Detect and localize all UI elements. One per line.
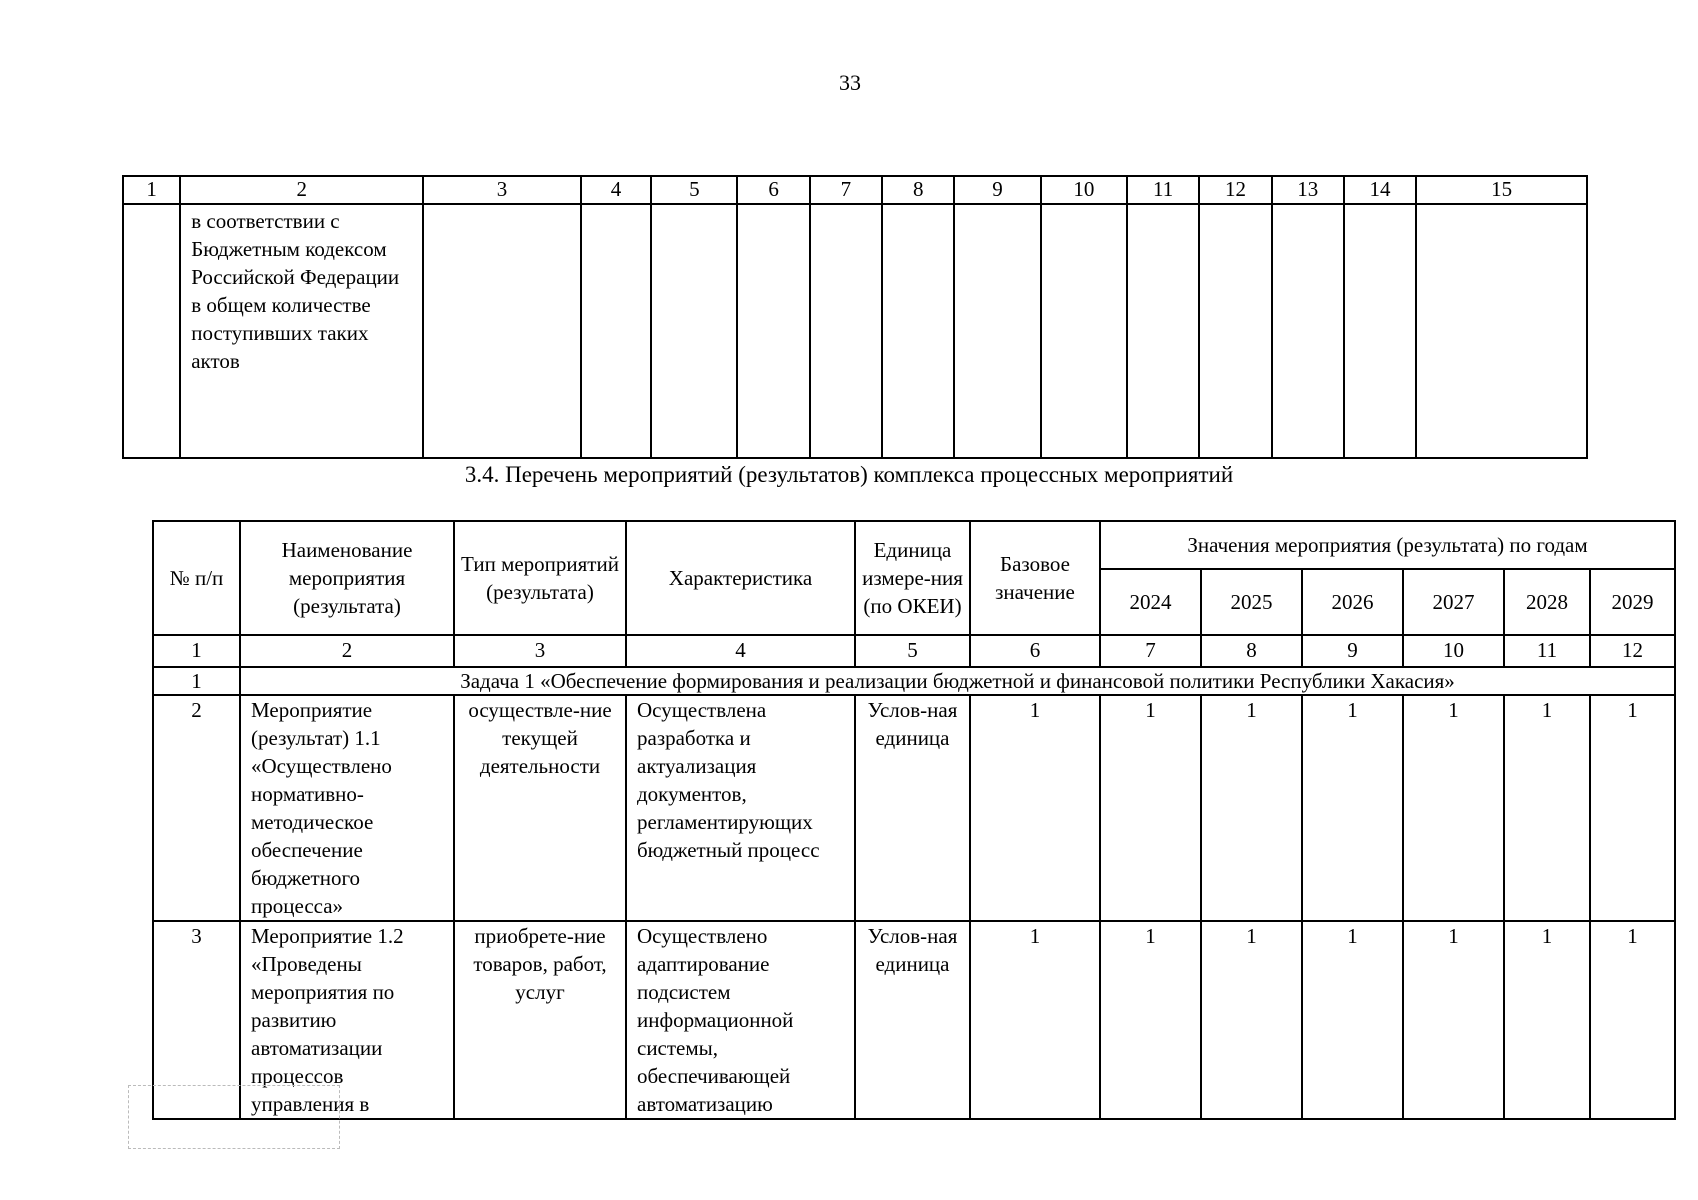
header-year: 2024 — [1100, 569, 1201, 635]
col-number: 12 — [1590, 635, 1675, 667]
measure-name: Мероприятие 1.2 «Проведены мероприятия по развитию автоматизации процессов управления в — [240, 921, 454, 1119]
header-base: Базовое значение — [970, 521, 1100, 635]
header-characteristic: Характеристика — [626, 521, 855, 635]
col-number: 1 — [153, 635, 240, 667]
row-num: 3 — [153, 921, 240, 1119]
col-number: 4 — [626, 635, 855, 667]
col-number: 2 — [240, 635, 454, 667]
header-row — [153, 521, 1675, 569]
row-num: 2 — [153, 695, 240, 921]
col-number: 5 — [651, 176, 737, 204]
measures-table — [152, 520, 1676, 1120]
col-number: 7 — [810, 176, 882, 204]
col-number: 8 — [882, 176, 954, 204]
year-value: 1 — [1590, 695, 1675, 921]
year-value: 1 — [1100, 921, 1201, 1119]
header-year: 2028 — [1504, 569, 1590, 635]
indicator-name-cell: в соответствии с Бюджетным кодексом Российской Федерации в общем количестве поступивших таких актов — [180, 204, 423, 458]
header-num: № п/п — [153, 521, 240, 635]
measure-type: осуществле-ние текущей деятельности — [454, 695, 626, 921]
measure-unit: Услов-ная единица — [855, 921, 970, 1119]
col-number: 10 — [1403, 635, 1504, 667]
measure-characteristic: Осуществлена разработка и актуализация документов, регламентирующих бюджетный процесс — [626, 695, 855, 921]
measure-type: приобрете-ние товаров, работ, услуг — [454, 921, 626, 1119]
header-name: Наименование мероприятия (результата) — [240, 521, 454, 635]
col-number: 6 — [737, 176, 809, 204]
year-value: 1 — [1201, 695, 1302, 921]
col-number: 8 — [1201, 635, 1302, 667]
col-number: 3 — [454, 635, 626, 667]
header-unit: Единица измере-ния (по ОКЕИ) — [855, 521, 970, 635]
year-value: 1 — [1590, 921, 1675, 1119]
measure-unit: Услов-ная единица — [855, 695, 970, 921]
col-number: 12 — [1199, 176, 1271, 204]
header-year: 2027 — [1403, 569, 1504, 635]
col-number: 2 — [180, 176, 423, 204]
page-number: 33 — [839, 70, 861, 95]
col-number: 7 — [1100, 635, 1201, 667]
col-number: 4 — [581, 176, 651, 204]
table-row — [153, 921, 1675, 1119]
year-value: 1 — [1302, 695, 1403, 921]
year-value: 1 — [1403, 695, 1504, 921]
col-number: 13 — [1272, 176, 1344, 204]
col-number: 6 — [970, 635, 1100, 667]
base-value: 1 — [970, 695, 1100, 921]
year-value: 1 — [1201, 921, 1302, 1119]
continuation-table — [122, 175, 1588, 459]
header-years-group: Значения мероприятия (результата) по годам — [1100, 521, 1675, 569]
task-row — [153, 667, 1675, 695]
col-number: 9 — [1302, 635, 1403, 667]
base-value: 1 — [970, 921, 1100, 1119]
column-number-row — [123, 176, 1587, 204]
header-year: 2026 — [1302, 569, 1403, 635]
task-title: Задача 1 «Обеспечение формирования и реализации бюджетной и финансовой политики Республики Хакасия» — [240, 667, 1675, 695]
col-number: 15 — [1416, 176, 1587, 204]
header-year: 2025 — [1201, 569, 1302, 635]
table-row — [153, 695, 1675, 921]
year-value: 1 — [1504, 695, 1590, 921]
col-number: 11 — [1504, 635, 1590, 667]
col-number: 5 — [855, 635, 970, 667]
col-number: 1 — [123, 176, 180, 204]
measure-name: Мероприятие (результат) 1.1 «Осуществлено нормативно-методическое обеспечение бюджетного процесса» — [240, 695, 454, 921]
measure-characteristic: Осуществлено адаптирование подсистем информационной системы, обеспечивающей автоматизацию — [626, 921, 855, 1119]
year-value: 1 — [1100, 695, 1201, 921]
header-year: 2029 — [1590, 569, 1675, 635]
col-number: 3 — [423, 176, 581, 204]
section-title: 3.4. Перечень мероприятий (результатов) комплекса процессных мероприятий — [464, 462, 1234, 487]
col-number: 10 — [1041, 176, 1127, 204]
header-type: Тип мероприятий (результата) — [454, 521, 626, 635]
col-number: 14 — [1344, 176, 1416, 204]
year-value: 1 — [1302, 921, 1403, 1119]
year-value: 1 — [1403, 921, 1504, 1119]
col-number: 11 — [1127, 176, 1199, 204]
task-num: 1 — [153, 667, 240, 695]
table-row — [123, 204, 1587, 458]
col-number: 9 — [954, 176, 1040, 204]
column-number-row — [153, 635, 1675, 667]
faded-stamp — [128, 1085, 340, 1149]
year-value: 1 — [1504, 921, 1590, 1119]
